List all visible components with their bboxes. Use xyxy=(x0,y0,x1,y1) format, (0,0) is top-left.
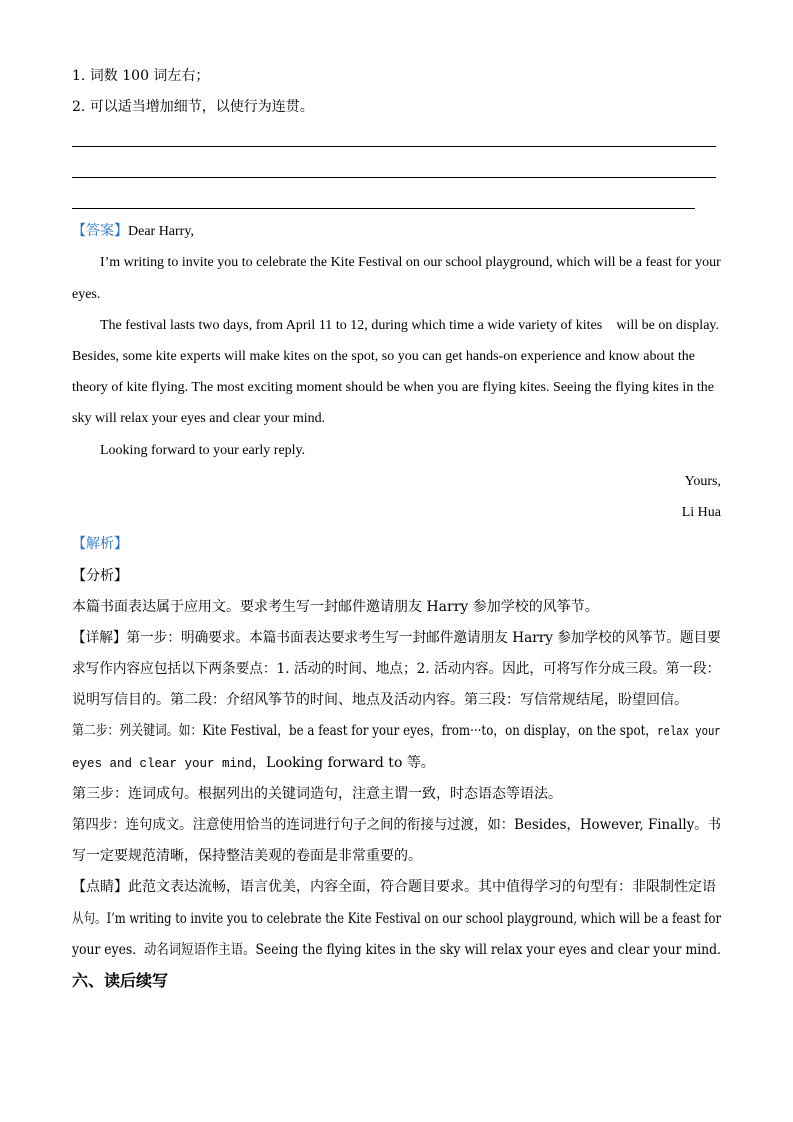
dianjing-line1 xyxy=(72,877,716,897)
answer-p2-line3: theory of kite flying. The most exciting moment should be when you are flying kites. Seeing the flying kites in the xyxy=(72,380,714,395)
step4-line2: 写一定要规范清晰，保持整洁美观的卷面是非常重要的。 xyxy=(72,848,422,864)
xiangjie-line3: 说明写信目的。第二段：介绍风筝节的时间、地点及活动内容。第三段：写信常规结尾，盼望回信。 xyxy=(72,692,688,708)
requirement-2: 2. 可以适当增加细节，以使行为连贯。 xyxy=(72,99,314,115)
step2-mono-1: relax your xyxy=(657,725,721,739)
step4-line1: 第四步：连句成文。注意使用恰当的连词进行句子之间的衔接与过渡，如：Besides，However, Finally。书 xyxy=(72,817,722,833)
step2-line1 xyxy=(72,721,721,742)
answer-tag: 【答案】 xyxy=(72,224,128,239)
step2-tail: ，Looking forward to 等。 xyxy=(252,755,435,771)
step2-line2 xyxy=(72,753,435,774)
dianjing-text-1: 此范文表达流畅，语言优美，内容全面，符合题目要求。其中值得学习的句型有：非限制性定语 xyxy=(128,879,716,895)
answer-p2-line4: sky will relax your eyes and clear your mind. xyxy=(72,411,326,426)
writing-line-2 xyxy=(72,177,716,178)
answer-line xyxy=(72,222,194,242)
section-heading: 六、读后续写 xyxy=(72,971,169,990)
fenxi-label: 【分析】 xyxy=(72,568,128,584)
dianjing-line2: 从句。I’m writing to invite you to celebrate the Kite Festival on our school playground, which will be a feast for xyxy=(72,911,722,927)
xiangjie-tag: 【详解】 xyxy=(72,630,127,646)
closing: Yours, xyxy=(684,474,721,489)
step3: 第三步：连词成句。根据列出的关键词造句，注意主谓一致，时态语态等语法。 xyxy=(72,786,562,802)
writing-line-3 xyxy=(72,208,695,209)
answer-p2-line1: The festival lasts two days, from April 11 to 12, during which time a wide variety of kites will be on display. xyxy=(100,318,719,333)
step2-mono-2: eyes and clear your mind xyxy=(72,757,253,771)
greeting: Dear Harry, xyxy=(128,224,194,239)
xiangjie-text-1: 第一步：明确要求。本篇书面表达要求考生写一封邮件邀请朋友 Harry 参加学校的风筝节。题目要 xyxy=(126,630,721,646)
analysis-tag: 【解析】 xyxy=(72,536,128,552)
signature: Li Hua xyxy=(681,505,721,520)
dianjing-line3: your eyes. 动名词短语作主语。Seeing the flying kites in the sky will relax your eyes and clear your mind. xyxy=(72,942,721,958)
answer-p3: Looking forward to your early reply. xyxy=(100,443,306,458)
writing-line-1 xyxy=(72,146,716,147)
answer-p1-line2: eyes. xyxy=(72,287,101,302)
requirement-1: 1. 词数 100 词左右； xyxy=(72,68,210,84)
xiangjie-line1 xyxy=(72,628,721,648)
step2-text: 第二步：列关键词。如：Kite Festival，be a feast for your eyes，from···to，on display，on the spot， xyxy=(72,723,658,739)
answer-p2-line2: Besides, some kite experts will make kites on the spot, so you can get hands-on experience and know about the xyxy=(72,349,695,364)
xiangjie-line2: 求写作内容应包括以下两条要点：1. 活动的时间、地点；2. 活动内容。因此，可将写作分成三段。第一段： xyxy=(72,661,721,677)
dianjing-tag: 【点睛】 xyxy=(72,879,128,895)
fenxi-text: 本篇书面表达属于应用文。要求考生写一封邮件邀请朋友 Harry 参加学校的风筝节。 xyxy=(72,599,599,615)
answer-p1-line1: I’m writing to invite you to celebrate the Kite Festival on our school playground, which will be a feast for your xyxy=(100,255,721,270)
